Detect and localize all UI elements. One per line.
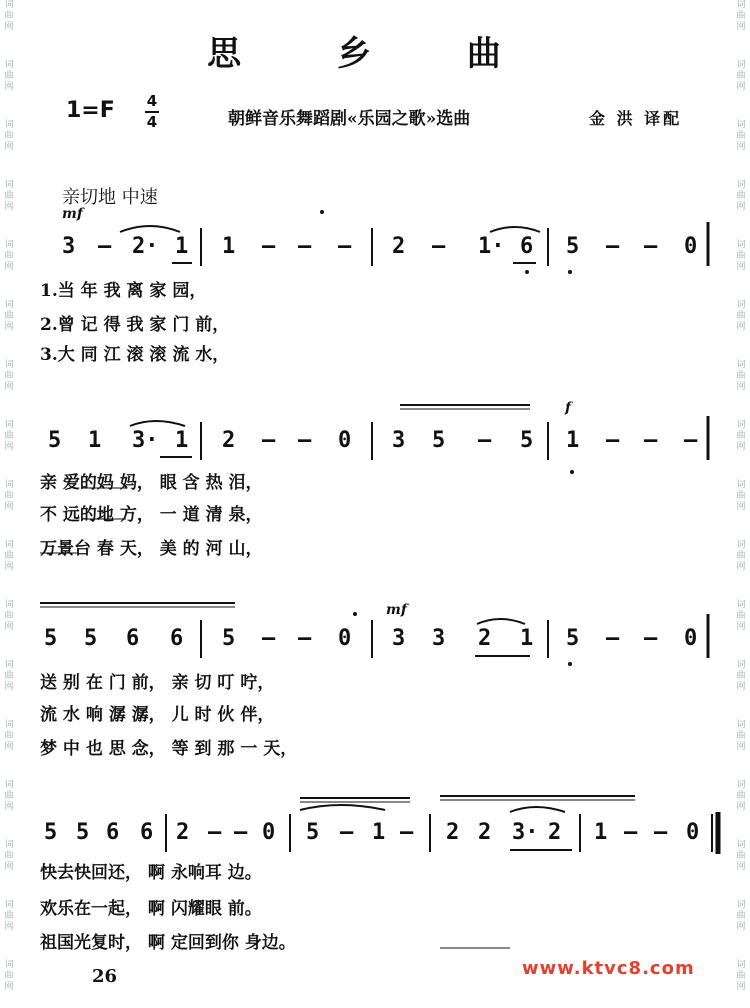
note: — (644, 234, 658, 259)
note: 6 (520, 234, 534, 259)
note: — (478, 428, 492, 453)
page-number: 26 (92, 966, 118, 987)
note: — (624, 820, 638, 845)
watermark-text: 词曲网 (736, 660, 746, 692)
note: 0 (686, 820, 700, 845)
dynamic-mf-2: mf (386, 602, 407, 618)
meter-top: 4 (146, 92, 158, 110)
note: — (298, 234, 312, 259)
slur (300, 805, 385, 810)
slur (120, 226, 180, 232)
note: — (262, 626, 276, 651)
note: 1· (478, 234, 505, 259)
lyric-line: 祖国光复时， 啊 定回到你 身边。 (40, 933, 296, 953)
note: — (98, 234, 112, 259)
note: — (298, 626, 312, 651)
note: — (400, 820, 414, 845)
note: 3 (392, 428, 406, 453)
note: — (654, 820, 668, 845)
lyric-line: 流 水 响 潺 潺， 儿 时 伙 伴， (40, 705, 275, 725)
lyric-line: 3.大 同 江 滚 滚 流 水， (40, 345, 230, 365)
note: — (606, 428, 620, 453)
watermark-text: 词曲网 (736, 0, 746, 32)
note: 2 (222, 428, 236, 453)
note: 6 (126, 626, 140, 651)
watermark-text: 词曲网 (736, 840, 746, 872)
note: 6 (170, 626, 184, 651)
lyric-line: 不 远的地 方， 一 道 清 泉， (40, 505, 263, 525)
note: 3 (62, 234, 76, 259)
watermark-text: 词曲网 (4, 0, 14, 32)
watermark-text: 词曲网 (4, 480, 14, 512)
note: 5 (566, 626, 580, 651)
watermark-text: 词曲网 (4, 600, 14, 632)
note: 2· (132, 234, 159, 259)
watermark-text: 词曲网 (736, 420, 746, 452)
watermark-text: 词曲网 (736, 780, 746, 812)
website-watermark: www.ktvc8.com (522, 958, 695, 979)
note: 0 (262, 820, 276, 845)
note: — (338, 234, 352, 259)
lyric-line: 快去快回还， 啊 永响耳 边。 (40, 863, 262, 883)
dynamic-mf-1: mf (62, 206, 83, 222)
watermark-text: 词曲网 (4, 900, 14, 932)
note: — (340, 820, 354, 845)
watermark-text: 词曲网 (736, 360, 746, 392)
note: 0 (684, 626, 698, 651)
note: 5 (566, 234, 580, 259)
note: 2 (478, 820, 492, 845)
watermark-text: 词曲网 (4, 720, 14, 752)
note: 1 (594, 820, 608, 845)
note: — (684, 428, 698, 453)
note: 0 (684, 234, 698, 259)
note: — (644, 428, 658, 453)
note: 5 (44, 626, 58, 651)
note: 0 (338, 428, 352, 453)
note: 1 (566, 428, 580, 453)
subtitle: 朝鲜音乐舞蹈剧«乐园之歌»选曲 (228, 109, 471, 129)
note: 1 (175, 428, 189, 453)
note: 3 (432, 626, 446, 651)
watermark-text: 词曲网 (736, 720, 746, 752)
note: — (606, 234, 620, 259)
note: 2 (446, 820, 460, 845)
watermark-text: 词曲网 (736, 60, 746, 92)
note: 0 (338, 626, 352, 651)
watermark-text: 词曲网 (736, 960, 746, 992)
lyric-line: 2.曾 记 得 我 家 门 前， (40, 315, 230, 335)
watermark-text: 词曲网 (736, 240, 746, 272)
note: 3· (512, 820, 539, 845)
watermark-text: 词曲网 (4, 780, 14, 812)
lyric-line: 送 别 在 门 前， 亲 切 叮 咛， (40, 673, 275, 693)
watermark-text: 词曲网 (736, 180, 746, 212)
watermark-text: 词曲网 (736, 540, 746, 572)
key-signature: 1=F (66, 98, 115, 123)
note: 3· (132, 428, 159, 453)
dynamic-f: f (565, 400, 572, 416)
note: — (234, 820, 248, 845)
note: 2 (548, 820, 562, 845)
meter-bottom: 4 (146, 113, 158, 131)
watermark-text: 词曲网 (4, 960, 14, 992)
watermark-text: 词曲网 (4, 840, 14, 872)
lyric-line: 亲 爱的妈 妈， 眼 含 热 泪， (40, 473, 263, 493)
note: 1 (222, 234, 236, 259)
song-title: 思 乡 曲 (207, 34, 543, 74)
note: 5 (432, 428, 446, 453)
watermark-text: 词曲网 (736, 900, 746, 932)
note: 5 (44, 820, 58, 845)
watermark-text: 词曲网 (736, 120, 746, 152)
lyric-line: 梦 中 也 思 念， 等 到 那 一 天， (40, 739, 298, 759)
watermark-text: 词曲网 (736, 600, 746, 632)
slur (510, 807, 565, 812)
note: 3 (392, 626, 406, 651)
note: 5 (306, 820, 320, 845)
watermark-text: 词曲网 (4, 360, 14, 392)
lyric-line: 1.当 年 我 离 家 园， (40, 281, 207, 301)
slur (130, 421, 185, 426)
note: — (262, 428, 276, 453)
note: 2 (176, 820, 190, 845)
watermark-text: 词曲网 (736, 300, 746, 332)
note: — (208, 820, 222, 845)
note: 5 (222, 626, 236, 651)
note: 2 (478, 626, 492, 651)
watermark-text: 词曲网 (4, 180, 14, 212)
note: — (298, 428, 312, 453)
note: 5 (76, 820, 90, 845)
note: — (432, 234, 446, 259)
watermark-text: 词曲网 (4, 120, 14, 152)
note: 1 (520, 626, 534, 651)
note: 2 (392, 234, 406, 259)
lyric-line: 万景台 春 天， 美 的 河 山， (40, 539, 263, 559)
watermark-text: 词曲网 (4, 660, 14, 692)
note: 5 (520, 428, 534, 453)
note: 6 (106, 820, 120, 845)
watermark-text: 词曲网 (4, 60, 14, 92)
arranger-credit: 金 洪 译配 (589, 109, 683, 128)
slur (490, 227, 540, 232)
watermark-text: 词曲网 (4, 300, 14, 332)
note: 5 (84, 626, 98, 651)
note: 1 (372, 820, 386, 845)
note: — (606, 626, 620, 651)
note: 1 (88, 428, 102, 453)
slur (477, 619, 525, 624)
note: 5 (48, 428, 62, 453)
tempo-marking: 亲切地 中速 (62, 187, 158, 208)
note: 1 (175, 234, 189, 259)
note: 6 (140, 820, 154, 845)
watermark-text: 词曲网 (736, 480, 746, 512)
watermark-text: 词曲网 (4, 540, 14, 572)
note: — (644, 626, 658, 651)
note: — (262, 234, 276, 259)
watermark-text: 词曲网 (4, 240, 14, 272)
lyric-line: 欢乐在一起， 啊 闪耀眼 前。 (40, 899, 262, 919)
watermark-text: 词曲网 (4, 420, 14, 452)
